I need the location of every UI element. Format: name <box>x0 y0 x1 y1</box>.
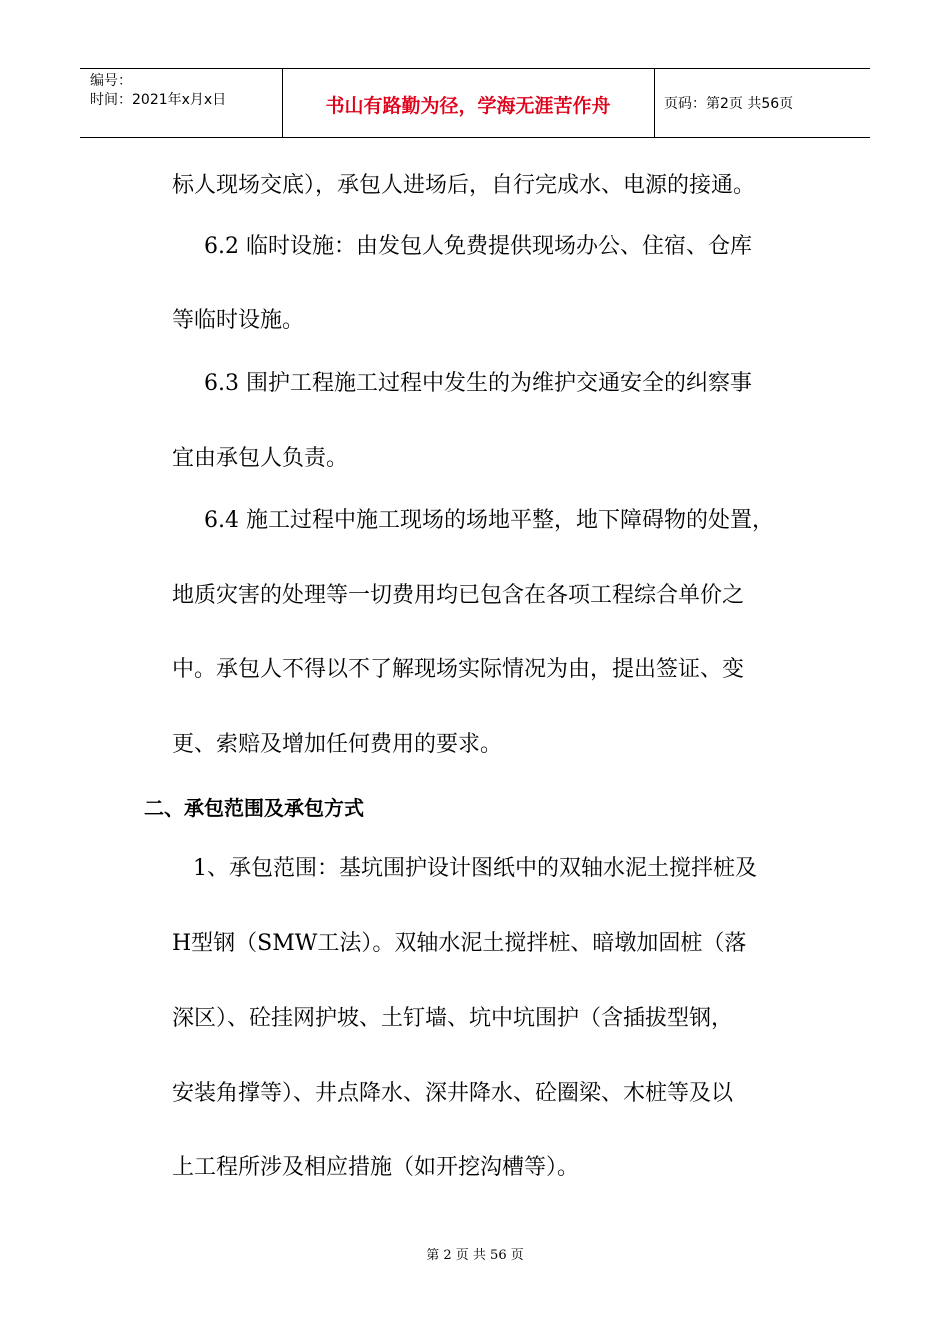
body-line: 地质灾害的处理等一切费用均已包含在各项工程综合单价之 <box>172 583 745 608</box>
body-line: 中。承包人不得以不了解现场实际情况为由，提出签证、变 <box>172 657 745 682</box>
header-motto-cell <box>282 69 655 137</box>
body-line: H型钢（SMW工法）。双轴水泥土搅拌桩、暗墩加固桩（落 <box>172 931 747 956</box>
body-line: 6.3 围护工程施工过程中发生的为维护交通安全的纠察事 <box>204 371 752 396</box>
body-line: 宜由承包人负责。 <box>172 446 349 471</box>
section-heading: 二、承包范围及承包方式 <box>144 796 364 820</box>
header-motto: 书山有路勤为径，学海无涯苦作舟 <box>325 95 611 117</box>
body-line: 安装角撑等）、井点降水、深井降水、砼圈梁、木桩等及以 <box>172 1081 734 1106</box>
header-meta-cell <box>80 69 283 137</box>
page-header <box>80 68 870 138</box>
body-line: 6.4 施工过程中施工现场的场地平整，地下障碍物的处置， <box>204 508 774 533</box>
body-line: 等临时设施。 <box>172 308 305 333</box>
header-page-cell <box>654 69 870 137</box>
body-line: 深区）、砼挂网护坡、土钉墙、坑中坑围护（含插拔型钢， <box>172 1006 734 1031</box>
document-number-label: 编号： <box>90 73 132 89</box>
header-page-info: 页码：第2页 共56页 <box>664 96 794 112</box>
page-footer: 第 2 页 共 56 页 <box>426 1248 524 1263</box>
body-line: 1、承包范围：基坑围护设计图纸中的双轴水泥土搅拌桩及 <box>193 856 757 881</box>
body-line: 上工程所涉及相应措施（如开挖沟槽等）。 <box>172 1155 580 1180</box>
body-line: 标人现场交底），承包人进场后，自行完成水、电源的接通。 <box>172 173 756 198</box>
body-line: 6.2 临时设施：由发包人免费提供现场办公、住宿、仓库 <box>204 234 752 259</box>
document-time-label: 时间：2021年x月x日 <box>90 92 227 108</box>
body-line: 更、索赔及增加任何费用的要求。 <box>172 732 503 757</box>
